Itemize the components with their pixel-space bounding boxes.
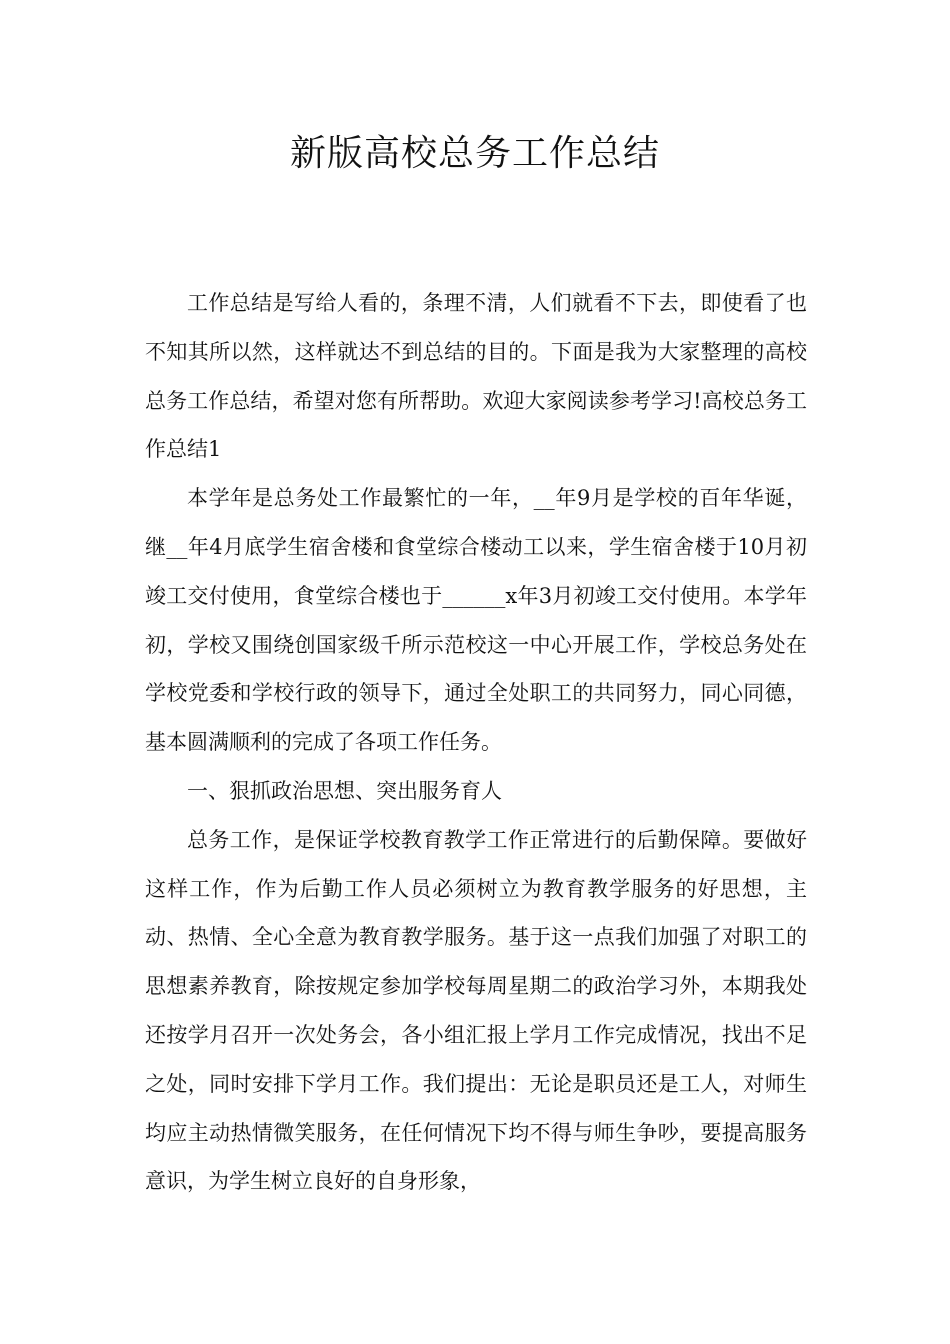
document-body [145, 279, 807, 1206]
paragraph-overview: 本学年是总务处工作最繁忙的一年，__年9月是学校的百年华诞，继__年4月底学生宿舍楼和食堂综合楼动工以来，学生宿舍楼于10月初竣工交付使用，食堂综合楼也于______x年3月初竣工交付使用。本学年初，学校又围绕创国家级千所示范校这一中心开展工作，学校总务处在学校党委和学校行政的领导下，通过全处职工的共同努力，同心同德，基本圆满顺利的完成了各项工作任务。 [145, 486, 807, 755]
document-title: 新版高校总务工作总结 [289, 133, 660, 174]
paragraph-section-1: 总务工作，是保证学校教育教学工作正常进行的后勤保障。要做好这样工作，作为后勤工作人员必须树立为教育教学服务的好思想，主动、热情、全心全意为教育教学服务。基于这一点我们加强了对职工的思想素养教育，除按规定参加学校每周星期二的政治学习外，本期我处还按学月召开一次处务会，各小组汇报上学月工作完成情况，找出不足之处，同时安排下学月工作。我们提出：无论是职员还是工人，对师生均应主动热情微笑服务，在任何情况下均不得与师生争吵，要提高服务意识，为学生树立良好的自身形象， [145, 827, 807, 1194]
paragraph-intro: 工作总结是写给人看的，条理不清，人们就看不下去，即使看了也不知其所以然，这样就达不到总结的目的。下面是我为大家整理的高校总务工作总结，希望对您有所帮助。欢迎大家阅读参考学习!高校总务工作总结1 [145, 291, 807, 462]
section-heading-1: 一、狠抓政治思想、突出服务育人 [187, 778, 502, 803]
